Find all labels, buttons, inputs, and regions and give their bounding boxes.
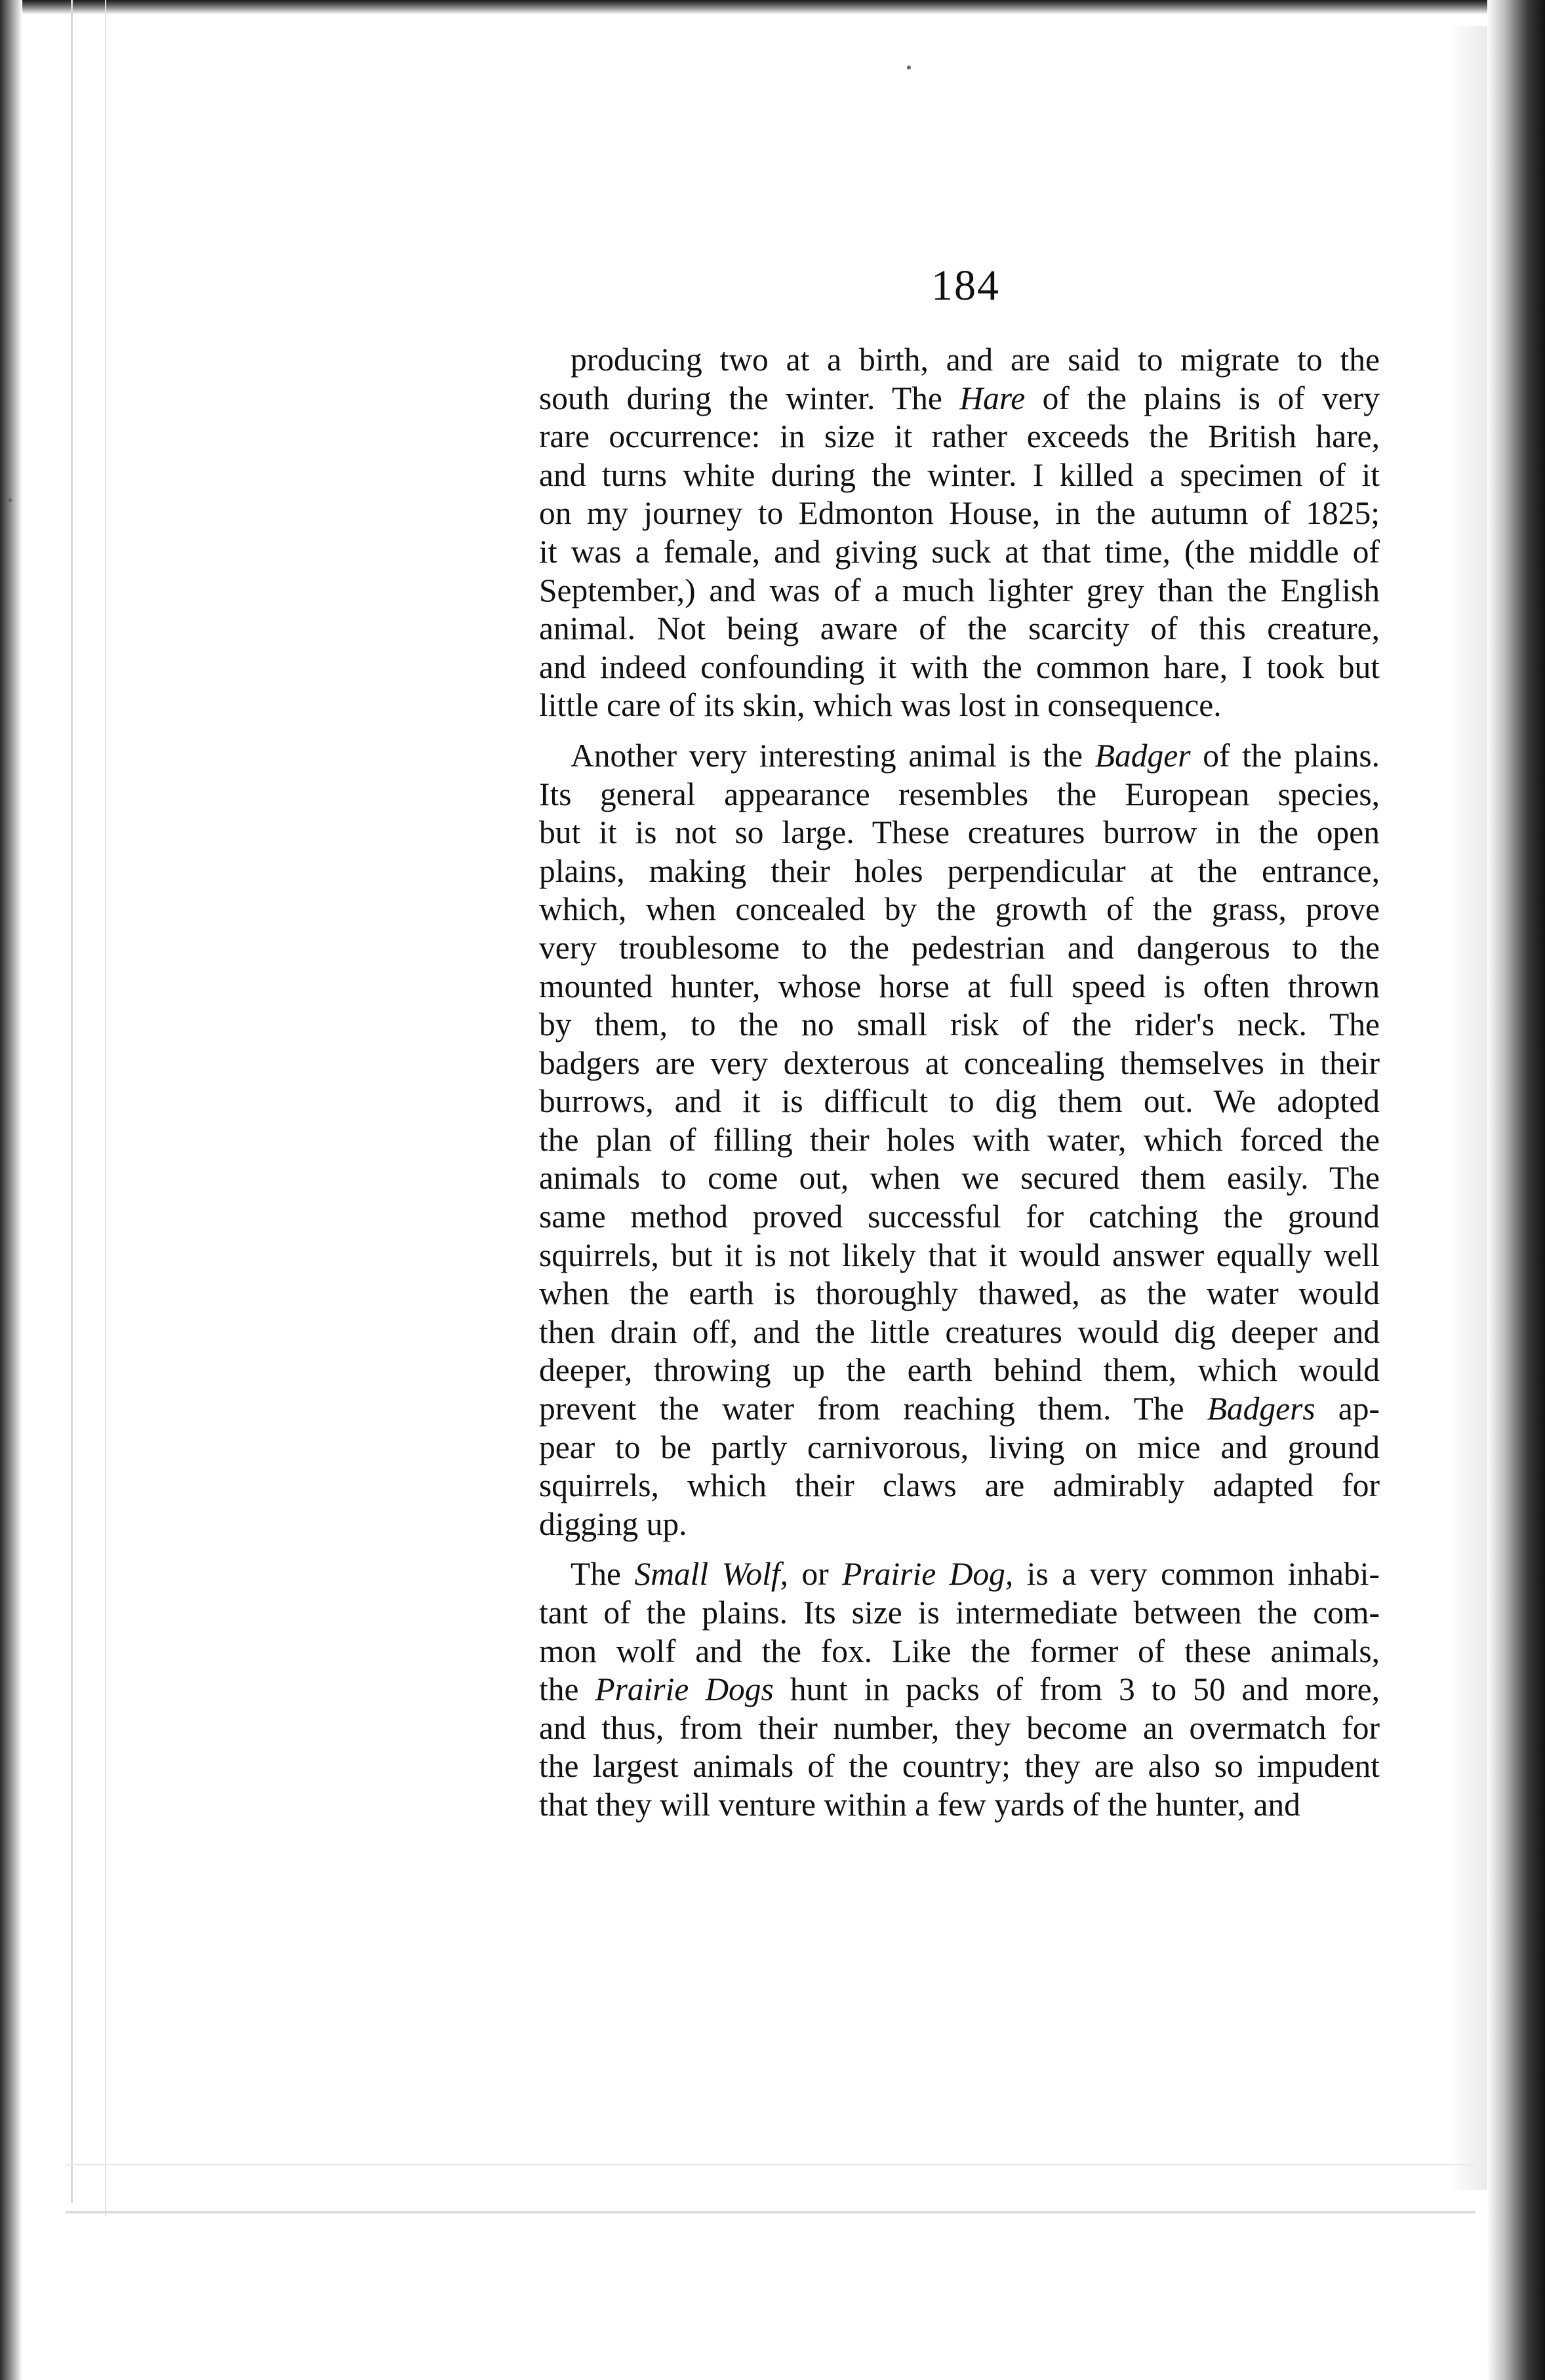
scan-right-edge [1487,0,1545,2380]
text-line [539,1082,1380,1121]
text-run: The [571,1556,635,1593]
text-line [539,1198,1380,1237]
text-line [539,572,1380,610]
text-line [539,852,1380,891]
text-line [539,1555,1380,1594]
text-run: hunt in packs of from 3 to 50 and more, [773,1671,1380,1708]
text-line [539,1237,1380,1275]
text-line [539,814,1380,852]
text-line [539,890,1380,929]
text-line [539,380,1380,418]
text-run: is a very common inhabi- [1013,1556,1380,1593]
text-run: very troublesome to the pedestrian and dangerous to the [539,929,1380,966]
text-run: animal. Not being aware of the scarcity of this creature, [539,610,1380,647]
text-line [539,686,1380,725]
text-line [539,776,1380,814]
text-run: badgers are very dexterous at concealing themselves in their [539,1044,1380,1081]
text-line [539,968,1380,1006]
text-run: prevent the water from reaching them. The [539,1391,1207,1427]
text-run: squirrels, which their claws are admirably adapted for [539,1467,1380,1504]
text-run: or [788,1556,843,1593]
text-run: when the earth is thoroughly thawed, as the water would [539,1275,1380,1312]
text-line [539,1505,1380,1544]
text-run: ap- [1315,1391,1380,1427]
text-line [539,648,1380,687]
text-line [539,1390,1380,1429]
text-run: which, when concealed by the growth of the grass, prove [539,891,1380,928]
text-line [539,929,1380,968]
italic-term: Prairie Dog, [842,1556,1014,1593]
text-line [539,1351,1380,1390]
text-run: south during the winter. The [539,380,960,416]
text-line [539,418,1380,456]
text-run: and turns white during the winter. I killed a specimen of it [539,456,1380,493]
page-edge-line [71,0,73,2203]
text-run: mon wolf and the fox. Like the former of these animals, [539,1633,1380,1669]
text-run: burrows, and it is difficult to dig them out. We adopted [539,1083,1380,1120]
text-run: Another very interesting animal is the [571,737,1095,774]
text-line [539,1275,1380,1313]
page-edge-line [105,0,106,2216]
text-line [539,456,1380,495]
text-run: tant of the plains. Its size is intermediate between the com- [539,1595,1380,1631]
text-line [539,610,1380,648]
text-run: pear to be partly carnivorous, living on mice and ground [539,1429,1380,1465]
text-line [539,1633,1380,1671]
scan-top-edge [0,0,1545,14]
text-run: of the plains is of very [1025,380,1380,416]
text-run: Its general appearance resembles the European species, [539,776,1380,812]
text-line [539,1671,1380,1709]
body-text [539,341,1380,1825]
text-run: producing two at a birth, and are said to migrate to the [571,342,1380,378]
text-line [539,737,1380,776]
text-line [539,1709,1380,1748]
text-run: rare occurrence: in size it rather exceeds the British hare, [539,418,1380,455]
text-line [539,494,1380,533]
italic-term: Badgers [1207,1391,1315,1427]
text-line [539,1594,1380,1633]
text-run: September,) and was of a much lighter grey than the English [539,572,1380,608]
italic-term: Small Wolf, [634,1556,788,1593]
text-line [539,1429,1380,1467]
text-run: it was a female, and giving suck at that time, (the middle of [539,533,1380,570]
text-run: then drain off, and the little creatures would dig deeper and [539,1313,1380,1350]
page-number: 184 [931,262,1000,309]
page-bottom-edge [66,2164,1475,2166]
text-run: by them, to the no small risk of the rider's neck. The [539,1006,1380,1043]
text-run: mounted hunter, whose horse at full speed is often thrown [539,968,1380,1004]
text-run: same method proved successful for catching the ground [539,1199,1380,1235]
text-run: little care of its skin, which was lost in consequence. [539,687,1222,724]
text-run: plains, making their holes perpendicular at the entrance, [539,852,1380,889]
scan-left-edge [0,0,22,2380]
scan-speck [907,66,911,69]
text-run: on my journey to Edmonton House, in the autumn of 1825; [539,495,1380,532]
page-bottom-edge [66,2211,1475,2213]
scan-speck [8,498,12,502]
text-line [539,1121,1380,1160]
italic-term: Hare [959,380,1026,416]
text-run: the largest animals of the country; they are also so impudent [539,1748,1380,1785]
text-line [539,1467,1380,1505]
text-line [539,1006,1380,1044]
paragraph-gap [539,1543,1380,1555]
text-line [539,1786,1380,1825]
text-run: and thus, from their number, they become an overmatch for [539,1709,1380,1746]
text-run: that they will venture within a few yards of the hunter, and [539,1786,1300,1823]
paragraph-gap [539,725,1380,737]
text-line [539,341,1380,380]
text-line [539,1313,1380,1352]
text-run: squirrels, but it is not likely that it would answer equally well [539,1237,1380,1273]
text-run: the plan of filling their holes with water, which forced the [539,1121,1380,1158]
text-line [539,533,1380,572]
text-run: animals to come out, when we secured them easily. The [539,1160,1380,1197]
text-line [539,1159,1380,1198]
text-run: deeper, throwing up the earth behind them, which would [539,1352,1380,1389]
page-shadow [1449,26,1489,2190]
italic-term: Prairie Dogs [595,1671,774,1708]
text-line [539,1044,1380,1083]
text-run: the [539,1671,595,1708]
italic-term: Badger [1094,737,1191,774]
text-run: and indeed confounding it with the common hare, I took but [539,648,1380,685]
text-run: of the plains. [1190,737,1380,774]
text-line [539,1747,1380,1786]
text-run: but it is not so large. These creatures burrow in the open [539,814,1380,851]
text-run: digging up. [539,1505,687,1542]
